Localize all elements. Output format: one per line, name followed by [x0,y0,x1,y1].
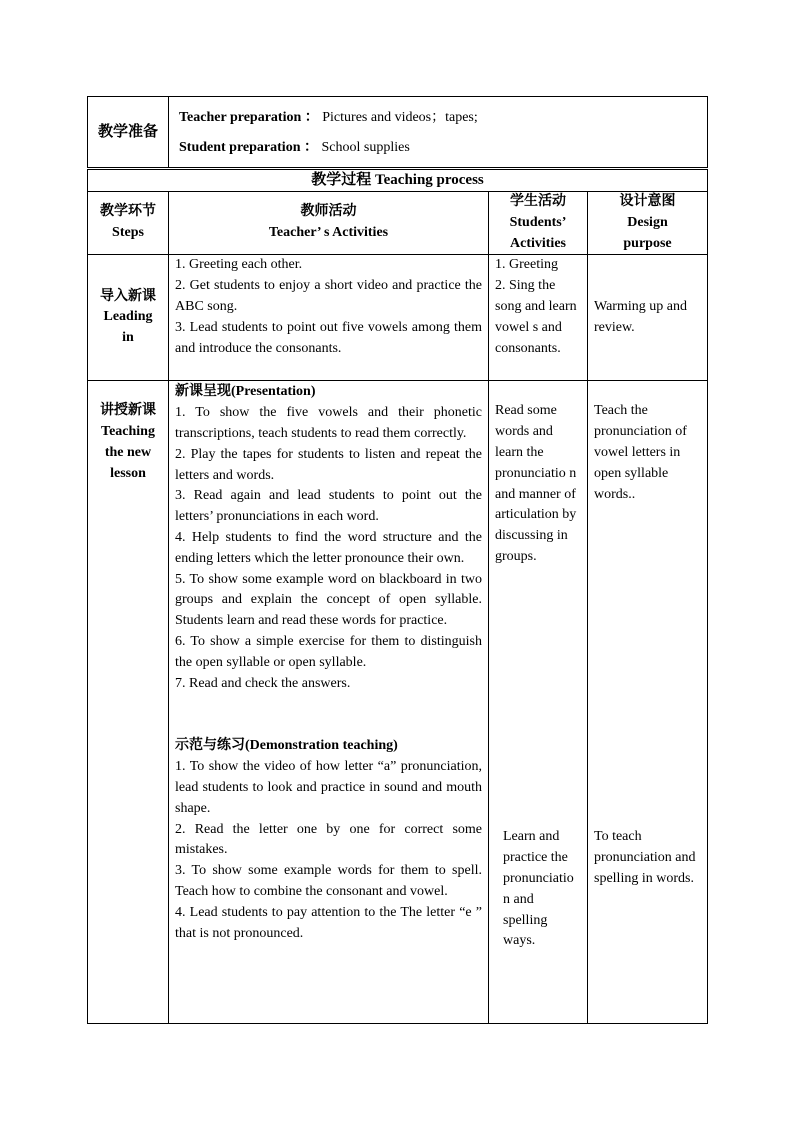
presentation-item: 4. Help students to find the word structure and the ending letters which the letter pronounce their own. [175,529,482,566]
leading-in-step-en1: Leading [103,309,153,325]
teacher-preparation-value: Pictures and videos；tapes; [322,110,478,125]
teacher-preparation [179,103,701,133]
demonstration-design-purpose: To teach pronunciation and spelling in words. [594,829,696,886]
steps-header-cn: 教学环节 [100,204,156,220]
presentation-item: 6. To show a simple exercise for them to distinguish the open syllable or open syllable. [175,633,482,670]
leading-in-row [88,255,708,381]
new-lesson-row [88,381,708,1024]
steps-header-en: Steps [112,225,144,241]
demonstration-student-activity: Learn and practice the pronunciatio n and spelling ways. [503,829,574,949]
demonstration-item: 2. Read the letter one by one for correct some mistakes. [175,821,482,858]
student-header-cn: 学生活动 [510,194,566,209]
student-preparation-value: School supplies [321,140,410,155]
leading-in-teacher-item: 1. Greeting each other. [175,257,303,273]
student-preparation-label: Student preparation ： [179,140,318,155]
teacher-header [169,192,489,255]
section-spacer [175,694,482,736]
teacher-preparation-label: Teacher preparation ： [179,110,319,125]
student-header [489,192,588,255]
design-header [588,192,708,255]
demonstration-item: 4. Lead students to pay attention to the The letter “e ” that is not pronounced. [175,904,482,941]
presentation-student-activity: Read some words and learn the pronunciatio n and manner of articulation by discussing in groups. [495,403,577,564]
process-title-row [88,169,708,192]
student-header-en2: Activities [510,235,566,251]
leading-in-design-purpose: Warming up and review. [588,255,708,381]
process-title: 教学过程 Teaching process [88,169,708,192]
leading-in-step-en2: in [122,330,134,346]
student-preparation [179,133,701,163]
new-lesson-step-en1: Teaching [101,424,155,440]
header-row [88,192,708,255]
design-header-en1: Design [627,214,668,230]
steps-header [88,192,169,255]
new-lesson-design-purpose [588,381,708,1024]
new-lesson-step-en2: the new [104,444,152,460]
demonstration-title: 示范与练习(Demonstration teaching) [175,738,398,754]
leading-in-student-item: 1. Greeting [495,257,558,273]
teacher-header-en: Teacher’ s Activities [268,225,389,241]
leading-in-student-activities [489,255,588,381]
preparation-content [169,97,708,169]
presentation-design-purpose: Teach the pronunciation of vowel letters in open syllable words.. [594,403,687,502]
presentation-item: 3. Read again and lead students to point out the letters’ pronunciations in each word. [175,488,482,525]
presentation-item: 5. To show some example word on blackboard in two groups and explain the concept of open syllable. Students learn and read these words for practice. [175,571,482,629]
design-header-en2: purpose [623,235,672,251]
student-header-en1: Students’ [509,214,567,230]
presentation-title: 新课呈现(Presentation) [175,384,316,400]
presentation-item: 1. To show the five vowels and their phonetic transcriptions, teach students to read them correctly. [175,405,482,441]
lesson-plan-table [87,96,708,1024]
demonstration-item: 3. To show some example words for them to spell. Teach how to combine the consonant and vowel. [175,863,482,899]
leading-in-step [88,255,169,381]
new-lesson-step-en3: lesson [110,465,146,481]
preparation-row [88,97,708,169]
new-lesson-step [88,381,169,1024]
teacher-header-cn: 教师活动 [300,204,357,220]
new-lesson-teacher-activities [169,381,489,1024]
leading-in-step-cn: 导入新课 [100,288,156,304]
lesson-plan-sheet [87,96,707,1024]
new-lesson-step-cn: 讲授新课 [100,403,156,419]
leading-in-student-item: 2. Sing the song and learn vowel s and consonants. [495,278,577,356]
leading-in-teacher-item: 3. Lead students to point out five vowels among them and introduce the consonants. [175,319,482,356]
demonstration-item: 1. To show the video of how letter “a” pronunciation, lead students to look and practice in sound and mouth shape. [175,759,482,816]
presentation-item: 7. Read and check the answers. [175,675,351,691]
new-lesson-student-activities [489,381,588,1024]
leading-in-teacher-item: 2. Get students to enjoy a short video and practice the ABC song. [175,278,482,314]
design-header-cn: 设计意图 [619,194,676,209]
presentation-item: 2. Play the tapes for students to listen and repeat the letters and words. [175,446,482,483]
preparation-label: 教学准备 [88,97,169,169]
leading-in-teacher-activities [169,255,489,381]
